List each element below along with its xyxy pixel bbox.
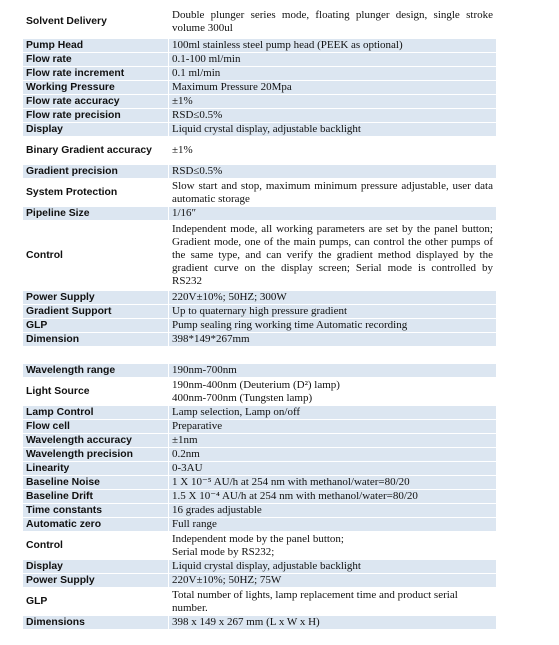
spec-row [23, 5, 497, 39]
spec-value: 190nm-400nm (Deuterium (D²) lamp) 400nm-700nm (Tungsten lamp) [169, 378, 497, 406]
spec-value: Total number of lights, lamp replacement time and product serial number. [169, 588, 497, 616]
spec-label: Pump Head [23, 39, 169, 53]
spec-row [23, 333, 497, 347]
spec-label: Display [23, 560, 169, 574]
spec-label: Dimensions [23, 616, 169, 630]
spec-label: Pipeline Size [23, 207, 169, 221]
spec-label: Flow rate accuracy [23, 95, 169, 109]
spec-value: ±1% [169, 95, 497, 109]
spec-value: 220V±10%; 50HZ; 300W [169, 291, 497, 305]
spec-row [23, 364, 497, 378]
spec-row [23, 221, 497, 291]
spec-value: 0-3AU [169, 462, 497, 476]
spec-label: GLP [23, 319, 169, 333]
spec-label: Flow rate precision [23, 109, 169, 123]
spec-label: Flow rate [23, 53, 169, 67]
spec-row [23, 179, 497, 207]
spec-value: 1.5 X 10⁻⁴ AU/h at 254 nm with methanol/water=80/20 [169, 490, 497, 504]
spec-label: Display [23, 123, 169, 137]
spec-value: 0.2nm [169, 448, 497, 462]
spec-row [23, 434, 497, 448]
spec-row [23, 518, 497, 532]
spec-value: Up to quaternary high pressure gradient [169, 305, 497, 319]
spec-row [23, 504, 497, 518]
spec-label: Baseline Noise [23, 476, 169, 490]
spec-label: Dimension [23, 333, 169, 347]
spec-label: Control [23, 221, 169, 291]
spec-value: 220V±10%; 50HZ; 75W [169, 574, 497, 588]
spec-value: 1/16″ [169, 207, 497, 221]
spec-label: Wavelength range [23, 364, 169, 378]
spec-value: ±1% [169, 137, 497, 165]
spec-row [23, 420, 497, 434]
spec-value: Double plunger series mode, floating plunger design, single stroke volume 300ul [169, 5, 497, 39]
spec-row [23, 95, 497, 109]
spec-value: 190nm-700nm [169, 364, 497, 378]
spec-value: RSD≤0.5% [169, 109, 497, 123]
spec-label: Flow rate increment [23, 67, 169, 81]
spec-row [23, 616, 497, 630]
spec-value: Preparative [169, 420, 497, 434]
pump-spec-table [22, 4, 497, 347]
spec-row [23, 574, 497, 588]
spec-label: Power Supply [23, 574, 169, 588]
spec-row [23, 406, 497, 420]
spec-value: Independent mode by the panel button; Serial mode by RS232; [169, 532, 497, 560]
spec-value: 398*149*267mm [169, 333, 497, 347]
spec-label: Solvent Delivery [23, 5, 169, 39]
spec-label: Control [23, 532, 169, 560]
spec-label: GLP [23, 588, 169, 616]
spec-label: Flow cell [23, 420, 169, 434]
spec-row [23, 378, 497, 406]
spec-value: 16 grades adjustable [169, 504, 497, 518]
spec-label: Power Supply [23, 291, 169, 305]
spec-label: System Protection [23, 179, 169, 207]
detector-spec-table [22, 363, 497, 630]
spec-value: Pump sealing ring working time Automatic recording [169, 319, 497, 333]
spec-row [23, 123, 497, 137]
spec-row [23, 532, 497, 560]
spec-value: 398 x 149 x 267 mm (L x W x H) [169, 616, 497, 630]
spec-row [23, 291, 497, 305]
spec-value: Liquid crystal display, adjustable backlight [169, 123, 497, 137]
spec-value: 0.1 ml/min [169, 67, 497, 81]
spec-row [23, 137, 497, 165]
spec-label: Binary Gradient accuracy [23, 137, 169, 165]
spec-value: ±1nm [169, 434, 497, 448]
spec-row [23, 588, 497, 616]
spec-row [23, 109, 497, 123]
spec-row [23, 165, 497, 179]
spec-row [23, 448, 497, 462]
spec-row [23, 67, 497, 81]
spec-label: Wavelength accuracy [23, 434, 169, 448]
spec-value: RSD≤0.5% [169, 165, 497, 179]
spec-label: Time constants [23, 504, 169, 518]
spec-label: Light Source [23, 378, 169, 406]
spec-label: Baseline Drift [23, 490, 169, 504]
spec-label: Lamp Control [23, 406, 169, 420]
spec-label: Linearity [23, 462, 169, 476]
spec-value: Full range [169, 518, 497, 532]
spec-label: Gradient Support [23, 305, 169, 319]
spec-value: Lamp selection, Lamp on/off [169, 406, 497, 420]
spec-row [23, 462, 497, 476]
spec-value: Slow start and stop, maximum minimum pressure adjustable, user data automatic storage [169, 179, 497, 207]
spec-label: Working Pressure [23, 81, 169, 95]
spec-value: 100ml stainless steel pump head (PEEK as optional) [169, 39, 497, 53]
spec-value: 1 X 10⁻⁵ AU/h at 254 nm with methanol/water=80/20 [169, 476, 497, 490]
spec-value: 0.1-100 ml/min [169, 53, 497, 67]
spec-row [23, 305, 497, 319]
spec-row [23, 81, 497, 95]
spec-row [23, 39, 497, 53]
spec-row [23, 490, 497, 504]
spec-value: Independent mode, all working parameters are set by the panel button; Gradient mode, one of the main pumps, can control the other pumps of the same type, and can verify the gradient method displayed by the gradient curve on the display screen; Serial mode is controlled by RS232 [169, 221, 497, 291]
spec-row [23, 207, 497, 221]
spec-row [23, 53, 497, 67]
spec-row [23, 319, 497, 333]
spec-row [23, 560, 497, 574]
spec-row [23, 476, 497, 490]
spec-label: Wavelength precision [23, 448, 169, 462]
spec-value: Liquid crystal display, adjustable backlight [169, 560, 497, 574]
spec-value: Maximum Pressure 20Mpa [169, 81, 497, 95]
spec-label: Gradient precision [23, 165, 169, 179]
spec-label: Automatic zero [23, 518, 169, 532]
